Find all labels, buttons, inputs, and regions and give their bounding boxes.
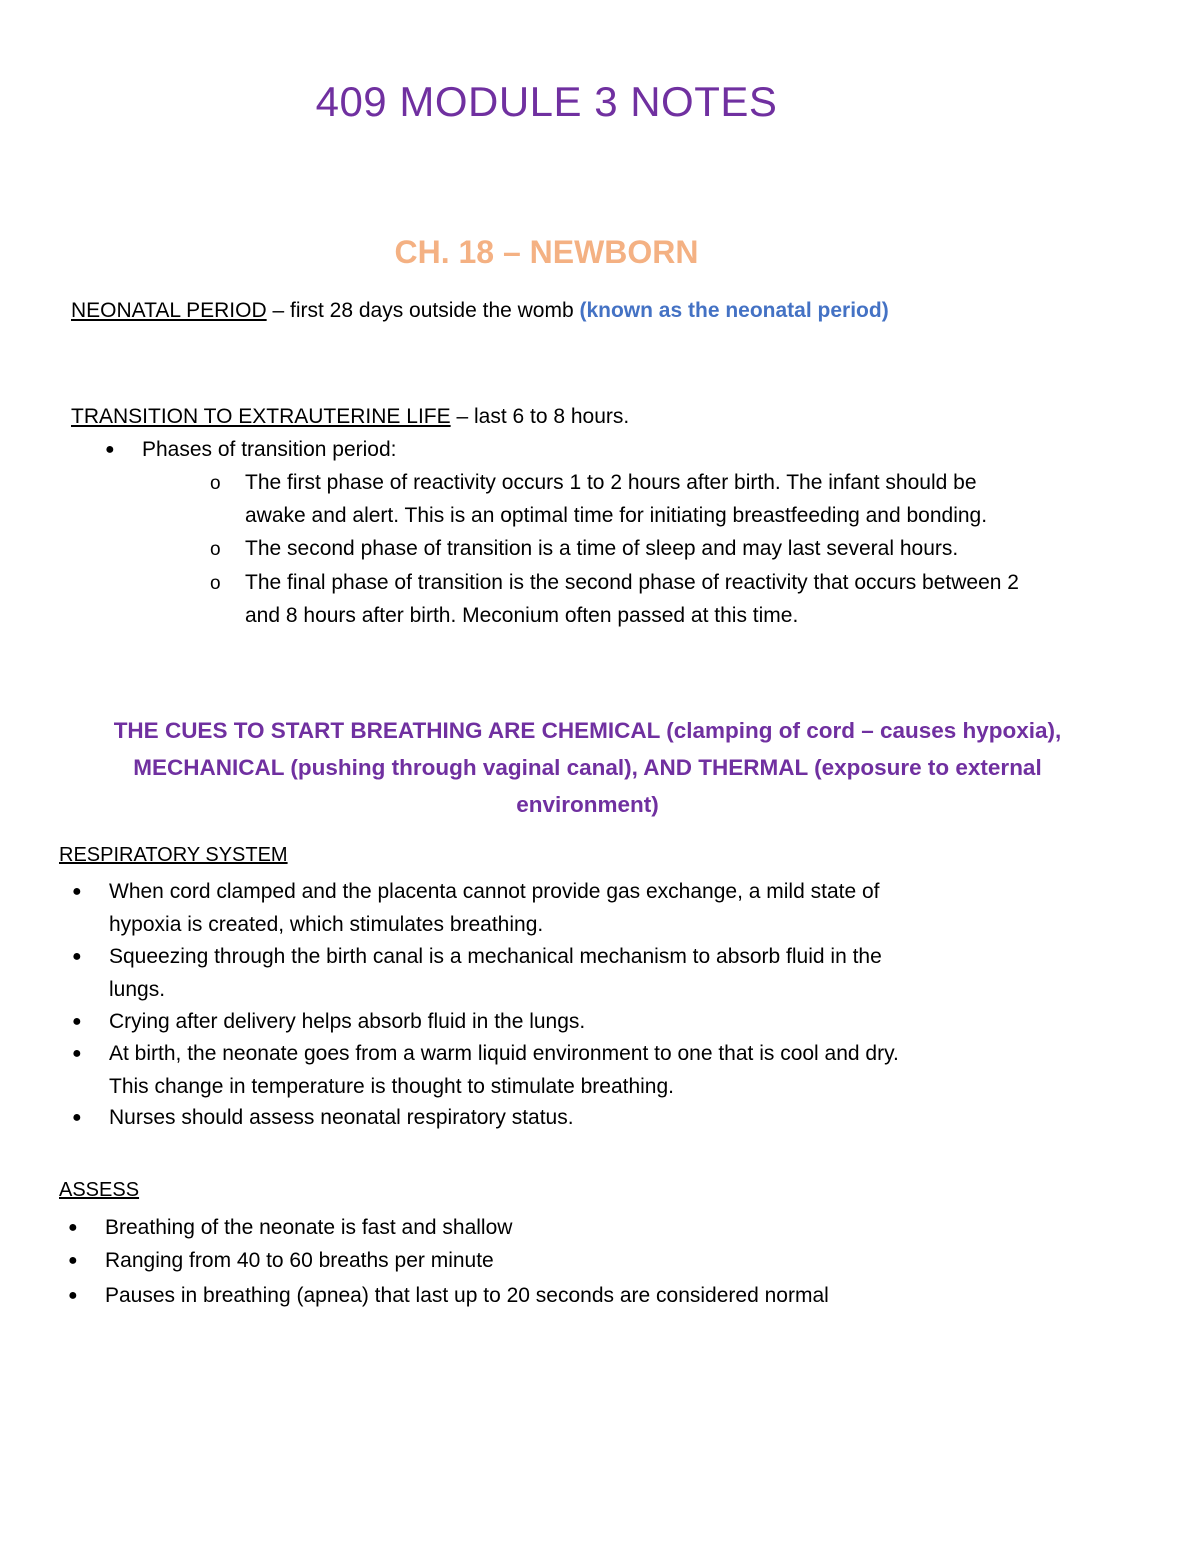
respiratory-item-line: lungs. — [109, 978, 166, 1001]
cues-line: THE CUES TO START BREATHING ARE CHEMICAL (clamping of cord – causes hypoxia), — [113, 718, 1062, 743]
bullet-dot-icon: ● — [72, 948, 82, 965]
transition-definition: – last 6 to 8 hours. — [450, 405, 630, 428]
respiratory-heading: RESPIRATORY SYSTEM — [59, 844, 288, 866]
respiratory-item-line: Crying after delivery helps absorb fluid in the lungs. — [109, 1010, 586, 1033]
phase-text-line: The second phase of transition is a time of sleep and may last several hours. — [245, 537, 959, 560]
bullet-dot-icon: ● — [68, 1252, 78, 1269]
phase-text-line: The final phase of transition is the second phase of reactivity that occurs between 2 — [245, 571, 1019, 594]
assess-item-text: Breathing of the neonate is fast and shallow — [105, 1216, 513, 1239]
bullet-circle-icon: o — [210, 539, 221, 560]
breathing-cues-callout — [80, 712, 1095, 823]
assess-heading: ASSESS — [59, 1179, 140, 1201]
bullet-dot-icon: ● — [105, 441, 115, 458]
bullet-dot-icon: ● — [72, 883, 82, 900]
respiratory-item-line: hypoxia is created, which stimulates breathing. — [109, 913, 544, 936]
neonatal-period-definition: – first 28 days outside the womb — [266, 299, 580, 322]
respiratory-item-line: When cord clamped and the placenta cannot provide gas exchange, a mild state of — [109, 880, 880, 903]
cues-line: MECHANICAL (pushing through vaginal canal), AND THERMAL (exposure to external — [133, 755, 1042, 780]
phase-text-line: awake and alert. This is an optimal time for initiating breastfeeding and bonding. — [245, 504, 988, 527]
bullet-dot-icon: ● — [72, 1109, 82, 1126]
neonatal-period-term: NEONATAL PERIOD — [71, 299, 267, 322]
bullet-dot-icon: ● — [72, 1045, 82, 1062]
bullet-circle-icon: o — [210, 473, 221, 494]
respiratory-item-line: Nurses should assess neonatal respiratory status. — [109, 1106, 574, 1129]
respiratory-item-line: Squeezing through the birth canal is a mechanical mechanism to absorb fluid in the — [109, 945, 882, 968]
cues-line: environment) — [516, 792, 659, 817]
respiratory-item-line: At birth, the neonate goes from a warm liquid environment to one that is cool and dry. — [109, 1042, 899, 1065]
bullet-dot-icon: ● — [72, 1013, 82, 1030]
transition-line — [71, 400, 629, 433]
phase-text-line: and 8 hours after birth. Meconium often passed at this time. — [245, 604, 799, 627]
chapter-heading: CH. 18 – NEWBORN — [394, 234, 699, 270]
page-title: 409 MODULE 3 NOTES — [315, 78, 778, 125]
transition-bullet-text: Phases of transition period: — [142, 438, 397, 461]
transition-term: TRANSITION TO EXTRAUTERINE LIFE — [71, 405, 451, 428]
assess-item-text: Pauses in breathing (apnea) that last up to 20 seconds are considered normal — [105, 1284, 829, 1307]
bullet-dot-icon: ● — [68, 1287, 78, 1304]
bullet-dot-icon: ● — [68, 1219, 78, 1236]
neonatal-period-note: (known as the neonatal period) — [579, 299, 889, 322]
assess-item-text: Ranging from 40 to 60 breaths per minute — [105, 1249, 494, 1272]
phase-text-line: The first phase of reactivity occurs 1 to 2 hours after birth. The infant should be — [245, 471, 977, 494]
bullet-circle-icon: o — [210, 573, 221, 594]
neonatal-period-line — [71, 294, 889, 327]
respiratory-item-line: This change in temperature is thought to stimulate breathing. — [109, 1075, 674, 1098]
